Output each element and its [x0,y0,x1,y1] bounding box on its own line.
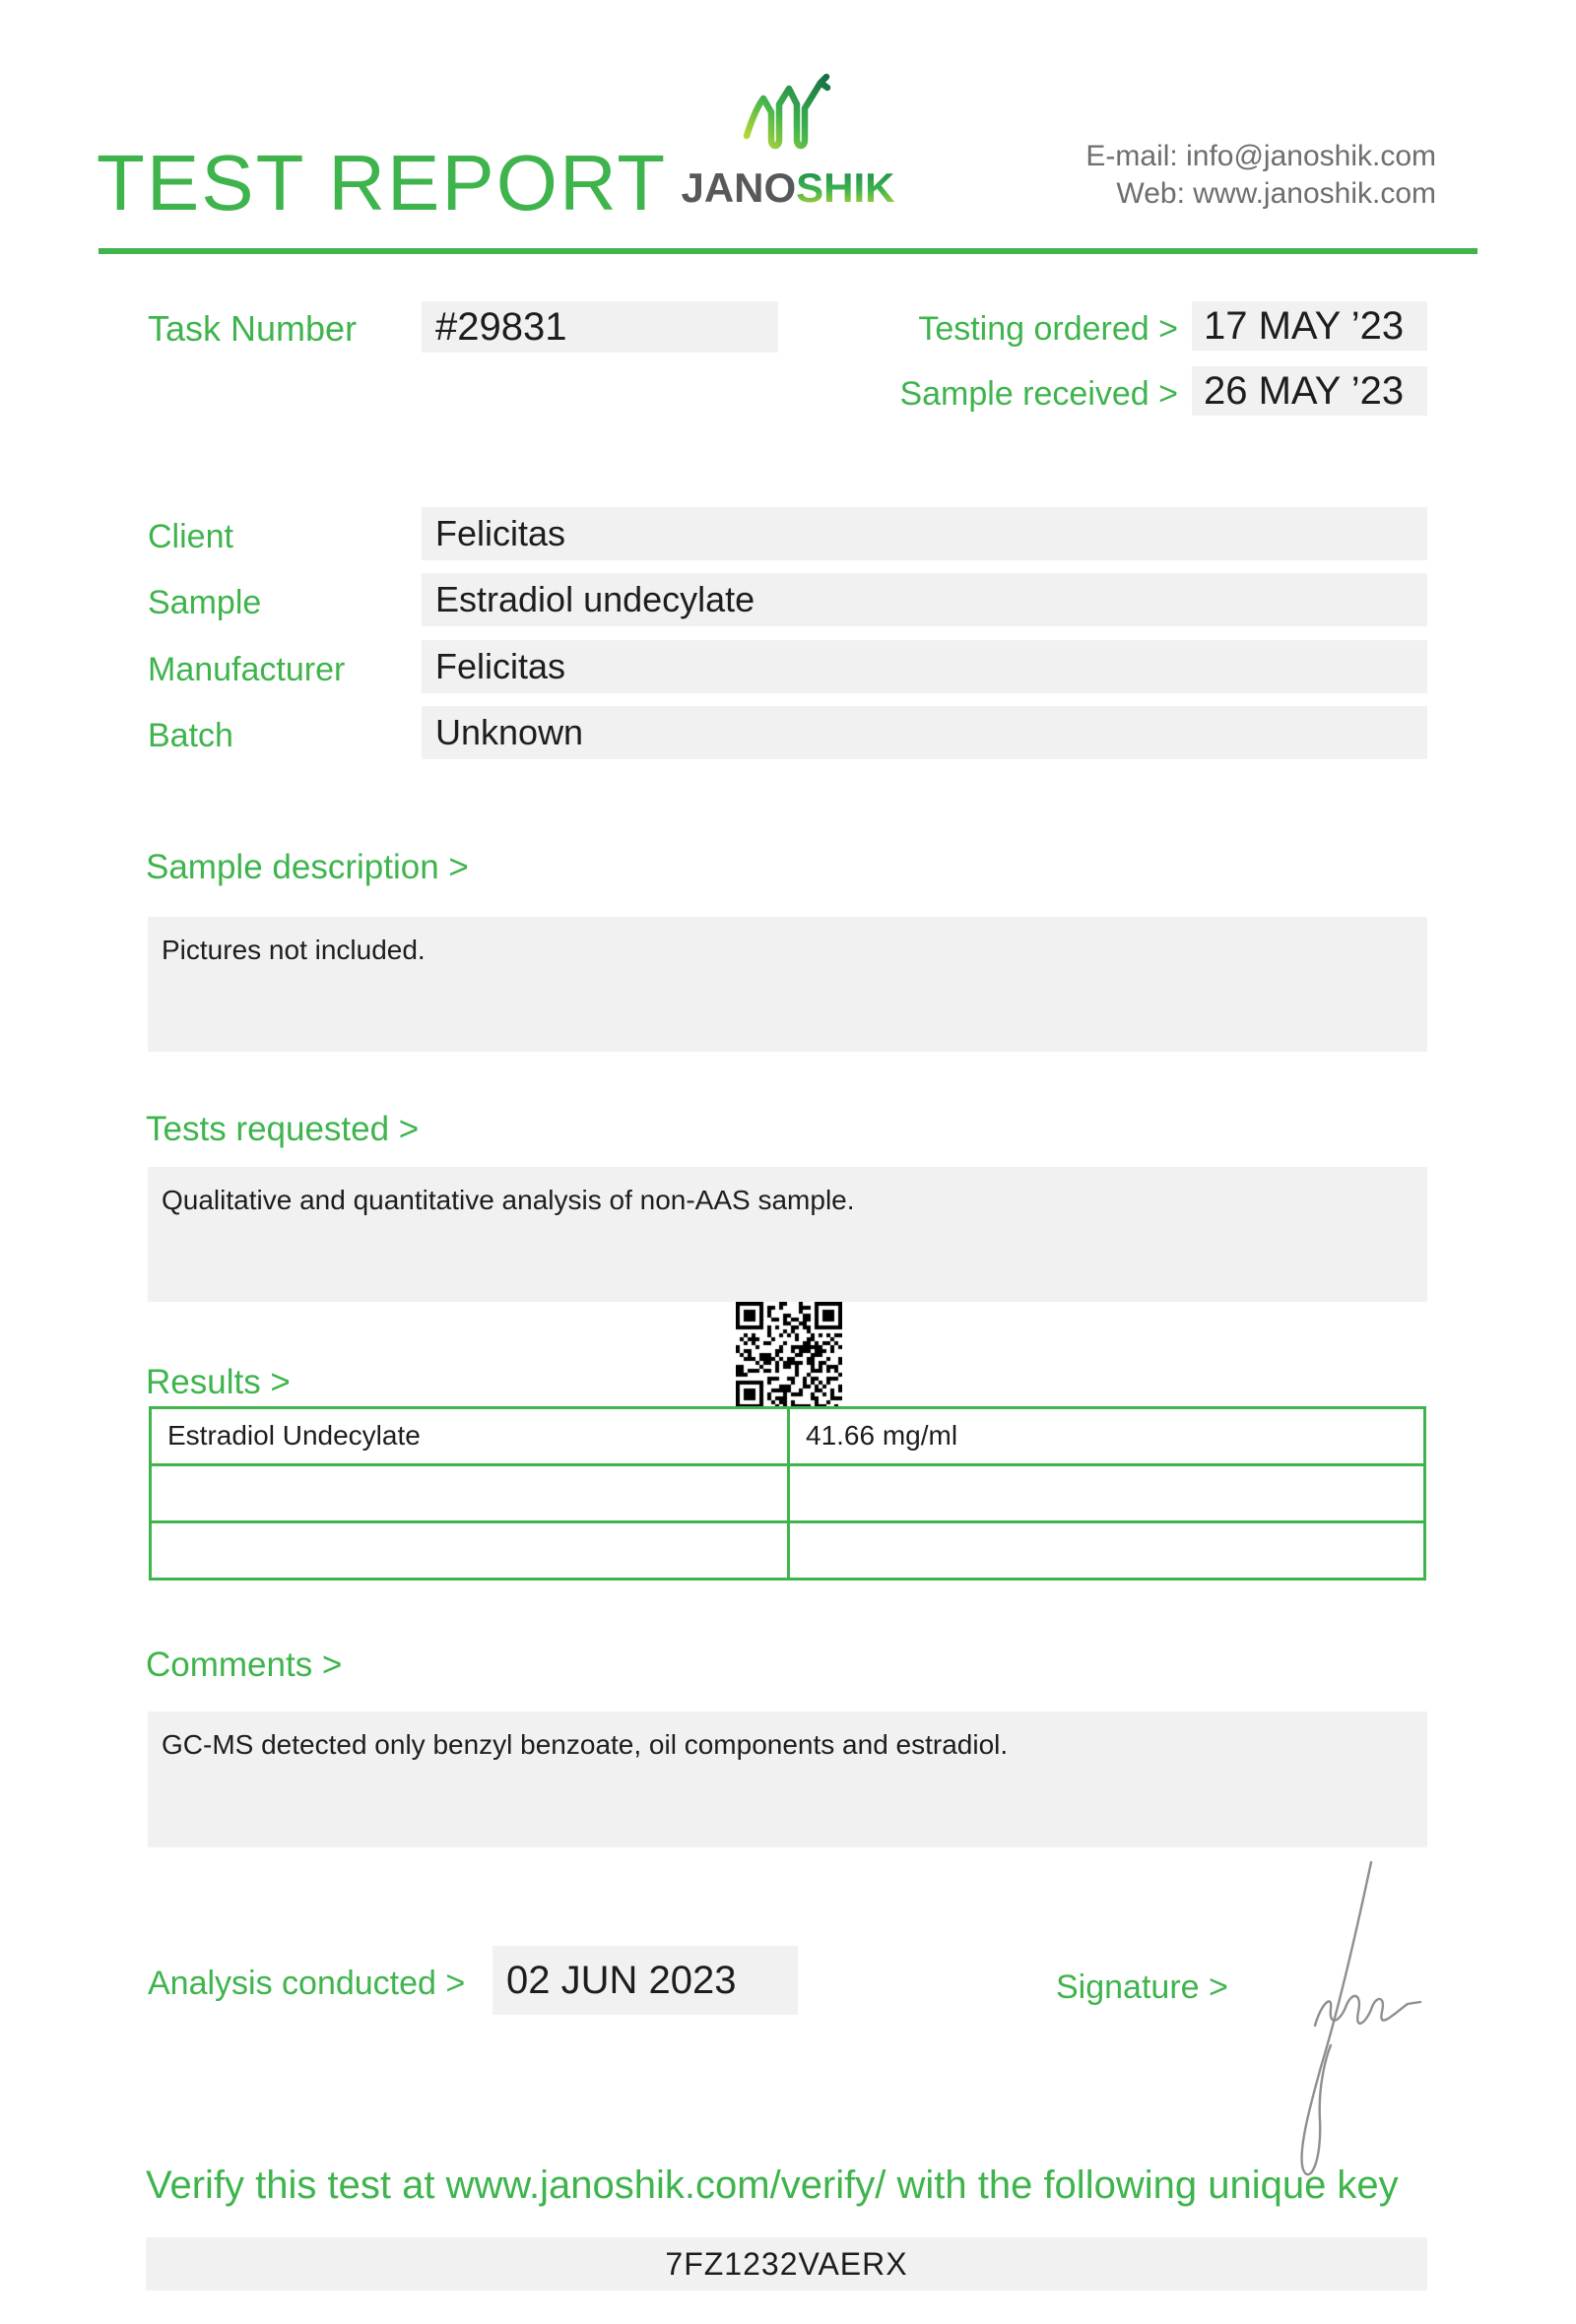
analysis-date-value: 02 JUN 2023 [506,1959,737,2002]
contact-block [1085,138,1436,213]
unique-key-value: 7FZ1232VAERX [665,2246,908,2282]
batch-label: Batch [148,717,233,754]
testing-ordered-field [1192,301,1427,351]
client-label: Client [148,518,233,555]
tests-requested-box [148,1167,1427,1302]
result-name-cell [152,1523,790,1578]
results-table [149,1406,1426,1581]
task-number-label: Task Number [148,308,358,349]
unique-key-field [146,2237,1427,2291]
qr-code [736,1302,842,1408]
sample-label: Sample [148,584,262,621]
testing-ordered-label: Testing ordered > [918,310,1178,348]
analysis-conducted-label: Analysis conducted > [148,1965,466,2002]
sample-received-label: Sample received > [899,375,1178,413]
testing-ordered-value: 17 MAY ’23 [1204,304,1405,348]
header-divider [98,248,1478,254]
janoshik-wordmark [678,164,898,211]
result-value-cell [790,1523,1423,1578]
table-row [152,1523,1423,1578]
task-number-field [422,301,778,353]
result-value-cell [790,1466,1423,1520]
tests-requested-text: Qualitative and quantitative analysis of non-AAS sample. [162,1185,855,1215]
manufacturer-value: Felicitas [435,646,566,686]
web-line: Web: www.janoshik.com [1116,177,1436,210]
verify-instruction: Verify this test at www.janoshik.com/verify/ with the following unique key [146,2163,1399,2207]
comments-heading: Comments > [146,1646,343,1684]
signature-label: Signature > [1056,1969,1228,2006]
task-number-value: #29831 [435,305,567,349]
client-field [422,507,1427,560]
sample-received-field [1192,366,1427,416]
sample-description-box [148,917,1427,1052]
signature-scribble [1266,1856,1428,2186]
client-value: Felicitas [435,513,566,553]
comments-text: GC-MS detected only benzyl benzoate, oil components and estradiol. [162,1729,1009,1760]
chart-growth-icon [741,73,835,161]
sample-value: Estradiol undecylate [435,579,755,619]
result-value-cell: 41.66 mg/ml [806,1420,958,1451]
wordmark-shik: SHIK [796,164,895,211]
result-name-cell [152,1466,790,1520]
batch-value: Unknown [435,712,584,752]
page-title: TEST REPORT [97,139,668,226]
wordmark-jano: JANO [681,164,797,211]
manufacturer-field [422,640,1427,693]
table-row [152,1466,1423,1523]
result-name-cell: Estradiol Undecylate [152,1409,790,1463]
tests-requested-heading: Tests requested > [146,1110,420,1148]
analysis-date-field [492,1946,798,2015]
email-line: E-mail: info@janoshik.com [1085,140,1436,172]
sample-description-heading: Sample description > [146,848,469,886]
manufacturer-label: Manufacturer [148,651,346,688]
sample-field [422,573,1427,626]
batch-field [422,706,1427,759]
sample-description-text: Pictures not included. [162,935,426,965]
results-heading: Results > [146,1363,291,1401]
comments-box [148,1711,1427,1847]
table-row [152,1409,1423,1466]
sample-received-value: 26 MAY ’23 [1204,369,1405,413]
